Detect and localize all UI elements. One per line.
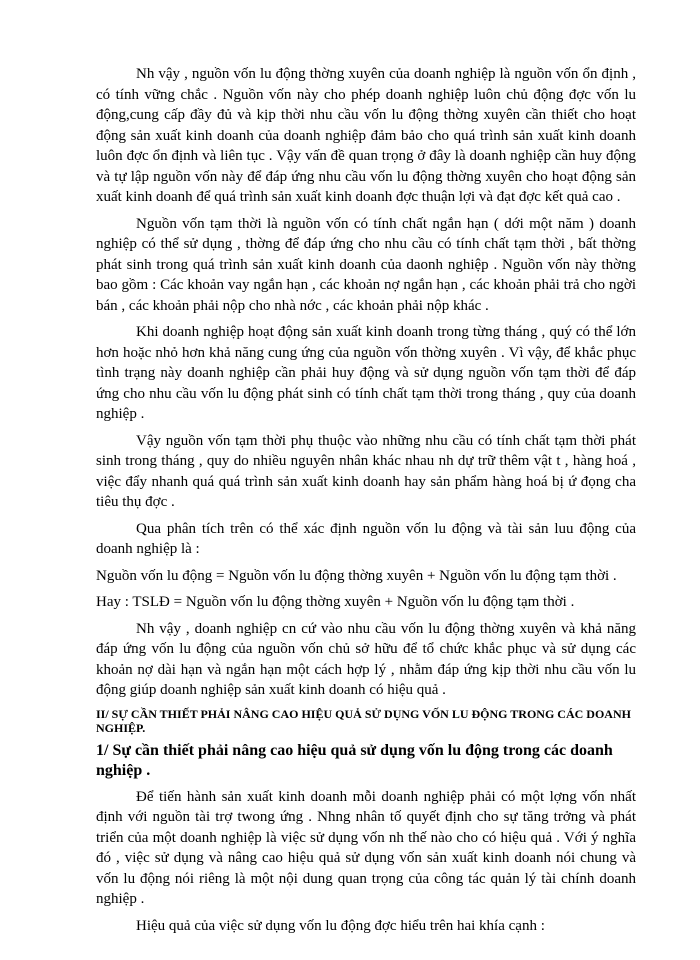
paragraph-2: Nguồn vốn tạm thời là nguồn vốn có tính chất ngắn hạn ( dới một năm ) doanh nghiệp có thể sử dụng , thờng để đáp ứng cho nhu cầu có tính chất tạm thời , bất thờng phát sinh trong quá trình sản xuất kinh doanh của daonh nghiệp . Nguồn vốn này thờng bao gồm : Các khoản vay ngắn hạn , các khoản nợ ngắn hạn , các khoản phải trả cho ngời bán , các khoản phải nộp cho nhà nớc , các khoản phải nộp khác . <box>96 215 636 314</box>
paragraph-4: Vậy nguồn vốn tạm thời phụ thuộc vào những nhu cầu có tính chất tạm thời phát sinh trong tháng , quy do nhiều nguyên nhân khác nhau nh dự trữ thêm vật t , hàng hoá , việc đẩy nhanh quá quá trình sản xuất kinh doanh hay sản phẩm hàng hoá bị ứ đọng cha tiêu thụ đợc . <box>96 432 636 510</box>
document-page <box>96 64 636 942</box>
section-heading: II/ SỰ CẦN THIẾT PHẢI NÂNG CAO HIỆU QUẢ SỬ DỤNG VỐN LU ĐỘNG TRONG CÁC DOANH NGHIỆP. <box>96 706 631 735</box>
paragraph-last: Hiệu quả của việc sử dụng vốn lu động đợc hiểu trên hai khía cạnh : <box>136 917 545 934</box>
paragraph-3: Khi doanh nghiệp hoạt động sản xuất kinh doanh trong từng tháng , quý có thể lớn hơn hoặc nhỏ hơn khả năng cung ứng của nguồn vốn thờng xuyên . Vì vậy, để khắc phục tình trạng này doanh nghiệp cần phải huy động và sử dụng nguồn vốn tạm thời để đáp ứng cho nhu cầu vốn lu động phát sinh có tính chất tạm thời trong tháng , quy của doanh nghiệp . <box>96 324 636 422</box>
paragraph-after-formula: Nh vậy , doanh nghiệp cn cứ vào nhu cầu vốn lu động thờng xuyên và khả năng đáp ứng vốn lu động của nguồn vốn chủ sở hữu để tổ chức khắc phục và sử dụng các khoản nợ dài hạn và ngắn hạn một cách hợp lý , nhằm đáp ứng kịp thời nhu cầu vốn lu động giúp doanh nghiệp sản xuất kinh doanh có hiệu quả . <box>96 620 636 698</box>
formula-1: Nguồn vốn lu động = Nguồn vốn lu động thờng xuyên + Nguồn vốn lu động tạm thời . <box>96 567 617 584</box>
sub-heading: 1/ Sự cần thiết phải nâng cao hiệu quả sử dụng vốn lu động trong các doanh nghiệp . <box>96 741 613 779</box>
paragraph-1: Nh vậy , nguồn vốn lu động thờng xuyên của doanh nghiệp là nguồn vốn ổn định , có tính vững chắc . Nguồn vốn này cho phép doanh nghiệp luôn chủ động đợc vốn lu động,cung cấp đầy đủ và kịp thời nhu cầu vốn lu động thờng xuyên cần thiết cho hoạt động sản xuất kinh doanh của doanh nghiệp đảm bảo cho quá trình sản xuất kinh doanh luôn đợc ổn định và liên tục . Vậy vấn đề quan trọng ở đây là doanh nghiệp cần huy động và tự lập nguồn vốn này để đáp ứng nhu cầu vốn lu động thờng xuyên cho hoạt động sản xuất kinh doanh để quá trình sản xuất kinh doanh đợc thuận lợi và đạt đợc kết quả cao . <box>96 66 636 205</box>
paragraph-section-1: Để tiến hành sản xuất kinh doanh mỗi doanh nghiệp phải có một lợng vốn nhất định với nguồn tài trợ twong ứng . Nhng nhân tố quyết định cho sự tăng trởng và phát triển của một doanh nghiệp là việc sử dụng vốn nh thế nào cho có hiệu quả . Với ý nghĩa đó , việc sử dụng và nâng cao hiệu quả sử dụng vốn sản xuất kinh doanh nói chung và vốn lu động nói riêng là một nội dung quan trọng của công tác quản lý tài chính doanh nghiệp . <box>96 788 636 907</box>
paragraph-5: Qua phân tích trên có thể xác định nguồn vốn lu động và tài sản luu động của doanh nghiệp là : <box>96 520 636 557</box>
formula-2: Hay : TSLĐ = Nguồn vốn lu động thờng xuyên + Nguồn vốn lu động tạm thời . <box>96 594 575 610</box>
